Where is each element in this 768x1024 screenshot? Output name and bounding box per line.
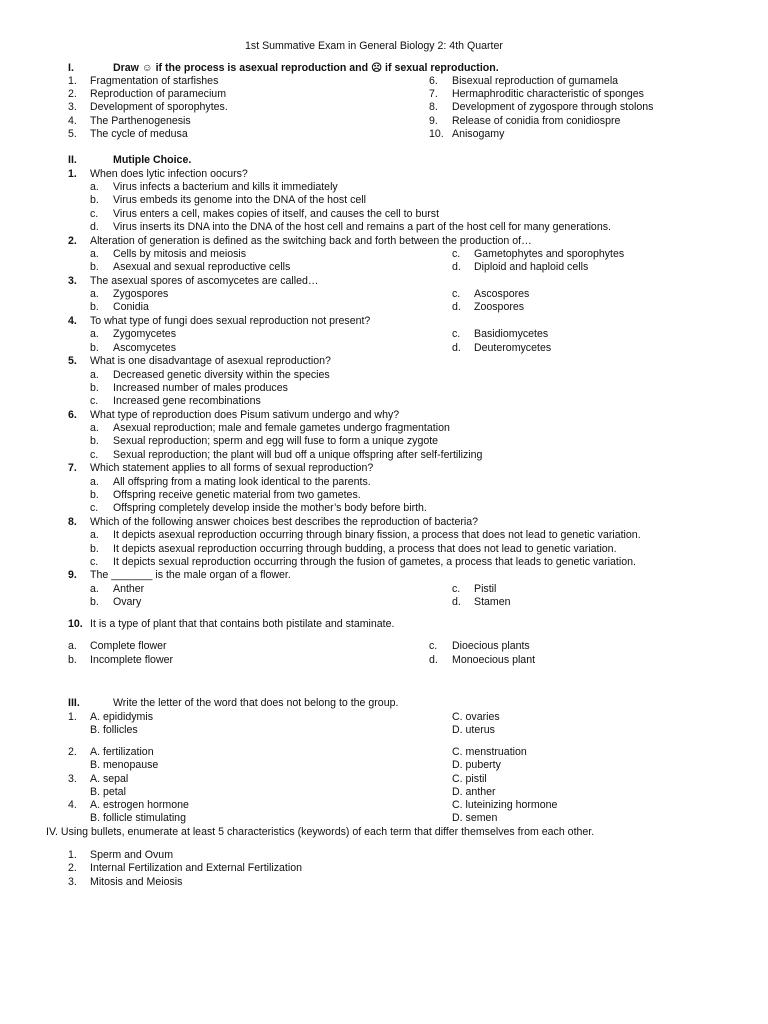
s1-item-num: 7. <box>429 88 438 100</box>
choice-text: Virus inserts its DNA into the DNA of the host cell and remains a part of the host cell for many generations. <box>113 221 611 233</box>
choice-letter: a. <box>90 248 99 260</box>
group-option: D. anther <box>452 786 496 798</box>
question-number: 9. <box>68 569 77 581</box>
choice-letter: a. <box>90 369 99 381</box>
choice-text: Dioecious plants <box>452 640 530 652</box>
section-3-instructions: Write the letter of the word that does not belong to the group. <box>113 697 399 709</box>
choice-letter: a. <box>68 640 77 652</box>
choice-letter: b. <box>90 382 99 394</box>
choice-letter: b. <box>68 654 77 666</box>
section-1-instructions: Draw ☺ if the process is asexual reproduction and ☹ if sexual reproduction. <box>113 62 499 74</box>
s1-item-num: 4. <box>68 115 77 127</box>
choice-letter: d. <box>90 221 99 233</box>
s1-item-num: 3. <box>68 101 77 113</box>
choice-letter: d. <box>452 596 461 608</box>
choice-text: Stamen <box>474 596 511 608</box>
question-number: 10. <box>68 618 83 630</box>
s1-item-text: Release of conidia from conidiospre <box>452 115 621 127</box>
question-text: Alteration of generation is defined as the switching back and forth between the production of… <box>90 235 532 247</box>
choice-text: Diploid and haploid cells <box>474 261 589 273</box>
choice-letter: b. <box>90 543 99 555</box>
group-option: C. ovaries <box>452 711 500 723</box>
choice-letter: b. <box>90 342 99 354</box>
s1-item-text: Fragmentation of starfishes <box>90 75 219 87</box>
group-option: C. menstruation <box>452 746 527 758</box>
choice-text: It depicts asexual reproduction occurring through budding, a process that does not lead to genetic variation. <box>113 543 617 555</box>
choice-text: Basidiomycetes <box>474 328 549 340</box>
question-text: To what type of fungi does sexual reproduction not present? <box>90 315 371 327</box>
choice-text: Virus infects a bacterium and kills it immediately <box>113 181 338 193</box>
group-option: A. fertilization <box>90 746 154 758</box>
choice-text: Asexual and sexual reproductive cells <box>113 261 291 273</box>
s1-item-num: 5. <box>68 128 77 140</box>
s1-item-text: The Parthenogenesis <box>90 115 191 127</box>
choice-letter: c. <box>90 395 99 407</box>
choice-text: Offspring completely develop inside the mother’s body before birth. <box>113 502 427 514</box>
choice-letter: a. <box>90 181 99 193</box>
s1-item-num: 2. <box>68 88 77 100</box>
s1-item-num: 6. <box>429 75 438 87</box>
s1-item-num: 1. <box>68 75 77 87</box>
group-option: B. menopause <box>90 759 159 771</box>
choice-text: Increased number of males produces <box>113 382 288 394</box>
choice-text: Anther <box>113 583 145 595</box>
choice-letter: b. <box>90 261 99 273</box>
choice-letter: a. <box>90 583 99 595</box>
choice-text: Zygospores <box>113 288 169 300</box>
section-2-instructions: Mutiple Choice. <box>113 154 192 166</box>
choice-text: Incomplete flower <box>90 654 174 666</box>
choice-text: Gametophytes and sporophytes <box>474 248 625 260</box>
question-text: What is one disadvantage of asexual reproduction? <box>90 355 331 367</box>
choice-text: Virus embeds its genome into the DNA of the host cell <box>113 194 367 206</box>
s4-item-num: 3. <box>68 876 77 888</box>
choice-letter: d. <box>452 261 461 273</box>
question-text: Which statement applies to all forms of sexual reproduction? <box>90 462 374 474</box>
choice-text: Complete flower <box>90 640 167 652</box>
choice-text: Ovary <box>113 596 142 608</box>
choice-letter: b. <box>90 301 99 313</box>
group-option: A. sepal <box>90 773 129 785</box>
s1-item-num: 9. <box>429 115 438 127</box>
s1-item-num: 8. <box>429 101 438 113</box>
group-number: 2. <box>68 746 77 758</box>
choice-letter: c. <box>90 556 99 568</box>
group-option: D. semen <box>452 812 498 824</box>
choice-text: Deuteromycetes <box>474 342 552 354</box>
choice-letter: c. <box>452 288 461 300</box>
s1-item-text: Development of zygospore through stolons <box>452 101 654 113</box>
choice-letter: d. <box>452 342 461 354</box>
choice-text: Ascomycetes <box>113 342 176 354</box>
section-1-number: I. <box>68 62 74 74</box>
group-option: D. puberty <box>452 759 501 771</box>
s1-item-num: 10. <box>429 128 444 140</box>
choice-text: Monoecious plant <box>452 654 536 666</box>
choice-text: Pistil <box>474 583 497 595</box>
section-3-number: III. <box>68 697 80 709</box>
s1-item-text: Bisexual reproduction of gumamela <box>452 75 619 87</box>
s4-item-text: Internal Fertilization and External Fertilization <box>90 862 302 874</box>
s1-item-text: Reproduction of paramecium <box>90 88 227 100</box>
choice-letter: c. <box>90 208 99 220</box>
question-text: When does lytic infection oocurs? <box>90 168 248 180</box>
s1-item-text: The cycle of medusa <box>90 128 188 140</box>
question-number: 2. <box>68 235 77 247</box>
choice-letter: c. <box>452 248 461 260</box>
exam-title: 1st Summative Exam in General Biology 2: 4th Quarter <box>245 40 503 52</box>
question-text: The _______ is the male organ of a flower. <box>90 569 291 581</box>
choice-text: Zygomycetes <box>113 328 176 340</box>
s4-item-num: 2. <box>68 862 77 874</box>
group-option: C. luteinizing hormone <box>452 799 558 811</box>
s4-item-num: 1. <box>68 849 77 861</box>
choice-text: It depicts sexual reproduction occurring through the fusion of gametes, a process that leads to genetic variation. <box>113 556 636 568</box>
section-2-number: II. <box>68 154 77 166</box>
group-option: C. pistil <box>452 773 487 785</box>
question-number: 5. <box>68 355 77 367</box>
choice-letter: c. <box>452 583 461 595</box>
group-number: 4. <box>68 799 77 811</box>
choice-letter: a. <box>90 328 99 340</box>
question-number: 6. <box>68 409 77 421</box>
choice-text: Decreased genetic diversity within the species <box>113 369 330 381</box>
s4-item-text: Sperm and Ovum <box>90 849 174 861</box>
choice-letter: d. <box>429 654 438 666</box>
s1-item-text: Hermaphroditic characteristic of sponges <box>452 88 644 100</box>
choice-text: All offspring from a mating look identical to the parents. <box>113 476 371 488</box>
choice-letter: b. <box>90 489 99 501</box>
question-text: Which of the following answer choices best describes the reproduction of bacteria? <box>90 516 479 528</box>
choice-text: Offspring receive genetic material from two gametes. <box>113 489 361 501</box>
choice-text: Sexual reproduction; sperm and egg will fuse to form a unique zygote <box>113 435 439 447</box>
question-text: It is a type of plant that that contains both pistilate and staminate. <box>90 618 395 630</box>
choice-letter: c. <box>429 640 438 652</box>
choice-letter: a. <box>90 422 99 434</box>
group-option: B. follicles <box>90 724 138 736</box>
s1-item-text: Development of sporophytes. <box>90 101 228 113</box>
choice-text: Asexual reproduction; male and female gametes undergo fragmentation <box>113 422 450 434</box>
choice-text: Virus enters a cell, makes copies of itself, and causes the cell to burst <box>113 208 440 220</box>
choice-letter: c. <box>452 328 461 340</box>
choice-text: Sexual reproduction; the plant will bud off a unique offspring after self-fertilizing <box>113 449 483 461</box>
question-number: 1. <box>68 168 77 180</box>
question-text: What type of reproduction does Pisum sativum undergo and why? <box>90 409 400 421</box>
group-option: D. uterus <box>452 724 495 736</box>
choice-text: Ascospores <box>474 288 530 300</box>
group-option: A. epididymis <box>90 711 153 723</box>
choice-text: Conidia <box>113 301 149 313</box>
choice-text: It depicts asexual reproduction occurring through binary fission, a process that does not lead to genetic variation. <box>113 529 641 541</box>
choice-letter: c. <box>90 502 99 514</box>
question-number: 4. <box>68 315 77 327</box>
s1-item-text: Anisogamy <box>452 128 505 140</box>
s4-item-text: Mitosis and Meiosis <box>90 876 183 888</box>
group-option: B. follicle stimulating <box>90 812 186 824</box>
choice-text: Cells by mitosis and meiosis <box>113 248 247 260</box>
section-4-instructions: IV. Using bullets, enumerate at least 5 characteristics (keywords) of each term that differ themselves from each other. <box>46 826 595 838</box>
group-option: A. estrogen hormone <box>90 799 189 811</box>
group-option: B. petal <box>90 786 126 798</box>
question-number: 7. <box>68 462 77 474</box>
choice-letter: a. <box>90 529 99 541</box>
choice-letter: b. <box>90 596 99 608</box>
group-number: 1. <box>68 711 77 723</box>
question-text: The asexual spores of ascomycetes are called… <box>90 275 319 287</box>
choice-text: Increased gene recombinations <box>113 395 261 407</box>
question-number: 8. <box>68 516 77 528</box>
choice-letter: a. <box>90 476 99 488</box>
choice-text: Zoospores <box>474 301 525 313</box>
group-number: 3. <box>68 773 77 785</box>
choice-letter: c. <box>90 449 99 461</box>
choice-letter: b. <box>90 194 99 206</box>
choice-letter: b. <box>90 435 99 447</box>
question-number: 3. <box>68 275 77 287</box>
choice-letter: d. <box>452 301 461 313</box>
choice-letter: a. <box>90 288 99 300</box>
